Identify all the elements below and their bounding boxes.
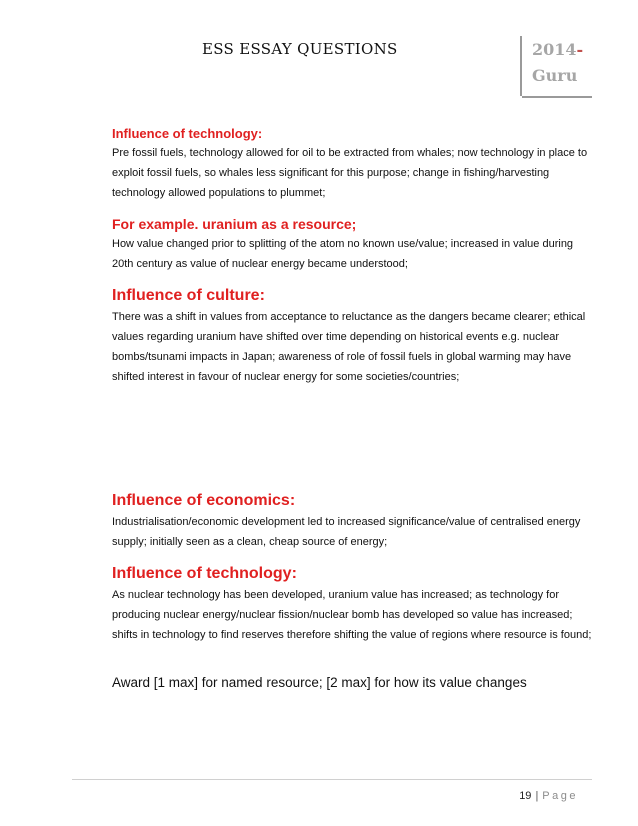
- header-year: [532, 40, 583, 59]
- section-technology-nuclear: [112, 565, 592, 645]
- header-author: Guru: [532, 66, 578, 85]
- section-text: How value changed prior to splitting of the atom no known use/value; increased in value during 20th century as value of nuclear energy became understood;: [112, 238, 574, 270]
- section-culture: [112, 287, 592, 387]
- footer-divider: [72, 779, 592, 780]
- header-underline: [522, 96, 592, 98]
- page-header: [0, 0, 638, 100]
- section-text: Industrialisation/economic development led to increased significance/value of centralised energy supply; initially seen as a clean, cheap source of energy;: [112, 516, 581, 548]
- award-note: Award [1 max] for named resource; [2 max] for how its value changes: [112, 675, 527, 690]
- page-footer: [519, 790, 578, 802]
- section-uranium-example: [112, 216, 592, 274]
- section-heading: For example. uranium as a resource;: [112, 216, 357, 232]
- section-text: There was a shift in values from acceptance to reluctance as the dangers became clearer; ethical values regarding uranium have shifted over time depending on historical events e.g. nuclear bombs/tsunami impacts in Japan; awareness of role of fossil fuels in global warming may have shifted interest in favour of nuclear energy for some societies/countries;: [112, 311, 586, 383]
- section-heading: Influence of technology:: [112, 126, 263, 141]
- section-heading: Influence of culture:: [112, 287, 265, 304]
- document-title: ESS ESSAY QUESTIONS: [202, 40, 398, 58]
- footer-separator: |: [535, 790, 539, 802]
- section-technology-whales: [112, 126, 592, 203]
- section-heading: Influence of economics:: [112, 492, 296, 509]
- section-text: Pre fossil fuels, technology allowed for oil to be extracted from whales; now technology in place to exploit fossil fuels, so whales less significant for this purpose; change in fishing/harvesting technology allowed populations to plummet;: [112, 147, 588, 199]
- blank-space: [112, 400, 592, 492]
- page-label: Page: [542, 790, 578, 802]
- page-number: 19: [519, 790, 532, 802]
- section-economics: [112, 492, 592, 552]
- document-body: [112, 126, 592, 690]
- section-text: As nuclear technology has been developed, uranium value has increased; as technology for producing nuclear energy/nuclear fission/nuclear bomb has developed so value has increased; shifts in technology to find reserves therefore shifting the value of regions where resource is found;: [112, 589, 592, 641]
- section-heading: Influence of technology:: [112, 565, 297, 582]
- header-year-dash: -: [576, 40, 584, 59]
- header-year-value: 2014: [532, 40, 577, 59]
- header-divider: [520, 36, 522, 96]
